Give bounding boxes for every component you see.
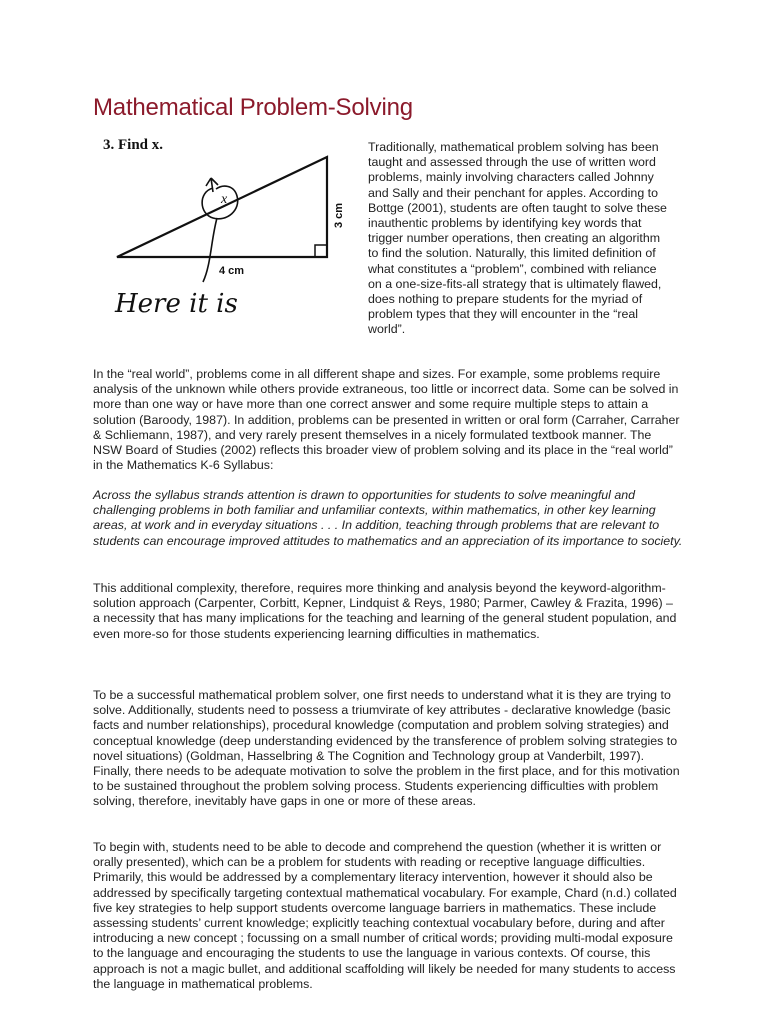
paragraph-decode-comprehend: To begin with, students need to be able to decode and comprehend the question (whether it is written or orally presented), which can be a problem for students with reading or receptive language difficulties. Primarily, this would be addressed by a complementary literacy intervention, however it should also be addressed by specifically targeting contextual mathematical vocabulary. For example, Chard (n.d.) collated five key strategies to help support students overcome language barriers in mathematics. These include assessing students’ current knowledge; explicitly teaching contextual vocabulary before, during and after introducing a new concept ; focussing on a small number of critical words; providing multi-modal exposure to the language and encouraging the students to use the language in various contexts. Of course, this approach is not a magic bullet, and additional scaffolding will likely be needed for many students to access the language in mathematical problems. xyxy=(93,840,677,991)
paragraph-complexity: This additional complexity, therefore, requires more thinking and analysis beyond the keyword-algorithm-solution approach (Carpenter, Corbitt, Kepner, Lindquist & Reys, 1980; Parmer, Cawley & Frazita, 1996) – a necessity that has many implications for the teaching and learning of the general student population, and even more-so for those students experiencing learning difficulties in mathematics. xyxy=(93,581,677,641)
intro-paragraph: Traditionally, mathematical problem solving has been taught and assessed through the use of written word problems, mainly involving characters called Johnny and Sally and their penchant for apples. According to Bottge (2001), students are often taught to solve these inauthentic problems by identifying key words that trigger number operations, then creating an algorithm to find the solution. Naturally, this limited definition of what constitutes a “problem”, combined with reliance on a one-size-fits-all strategy that is ultimately flawed, does nothing to prepare students for the myriad of problem types that they will encounter in the “real world”. xyxy=(368,140,667,337)
syllabus-quote: Across the syllabus strands attention is drawn to opportunities for students to solve meaningful and challenging problems in both familiar and unfamiliar contexts, within mathematics, in other key learning areas, at work and in everyday situations . . . In addition, teaching through problems that are relevant to students can encourage improved attitudes to mathematics and an appreciation of its importance to society. xyxy=(93,488,683,548)
figure-heading: 3. Find x. xyxy=(103,137,164,153)
paragraph-successful-solver: To be a successful mathematical problem solver, one first needs to understand what it is they are trying to solve. Additionally, students need to possess a triumvirate of key attributes - declarative knowledge (basic facts and number relationships), procedural knowledge (computation and problem solving strategies) and conceptual knowledge (deep understanding evidenced by the transference of problem solving strategies to novel situations) (Goldman, Hasselbring & The Cognition and Technology group at Vanderbilt, 1997). Finally, there needs to be adequate motivation to solve the problem in the first place, and for this motivation to be sustained throughout the problem solving process. Students experiencing difficulties with problem solving, therefore, inevitably have gaps in one or more of these areas. xyxy=(93,688,680,809)
triangle-shape xyxy=(117,157,327,257)
page-title: Mathematical Problem-Solving xyxy=(93,94,413,121)
right-angle-marker xyxy=(315,245,327,257)
side-label: 3 cm xyxy=(333,202,345,228)
variable-x: x xyxy=(221,192,228,207)
triangle-diagram xyxy=(95,130,345,325)
pointer-arrow xyxy=(203,218,217,282)
base-label: 4 cm xyxy=(219,265,245,277)
handwritten-answer: Here it is xyxy=(115,289,238,319)
paragraph-real-world: In the “real world”, problems come in all different shape and sizes. For example, some problems require analysis of the unknown while others provide extraneous, too little or incorrect data. Some can be solved in more than one way or have more than one correct answer and some require multiple steps to attain a solution (Baroody, 1987). In addition, problems can be presented in written or oral form (Carraher, Carraher & Schliemann, 1987), and very rarely present themselves in a nicely formulated textbook manner. The NSW Board of Studies (2002) reflects this broader view of problem solving and its place in the “real world” in the Mathematics K-6 Syllabus: xyxy=(93,367,680,473)
find-x-figure xyxy=(95,130,345,325)
